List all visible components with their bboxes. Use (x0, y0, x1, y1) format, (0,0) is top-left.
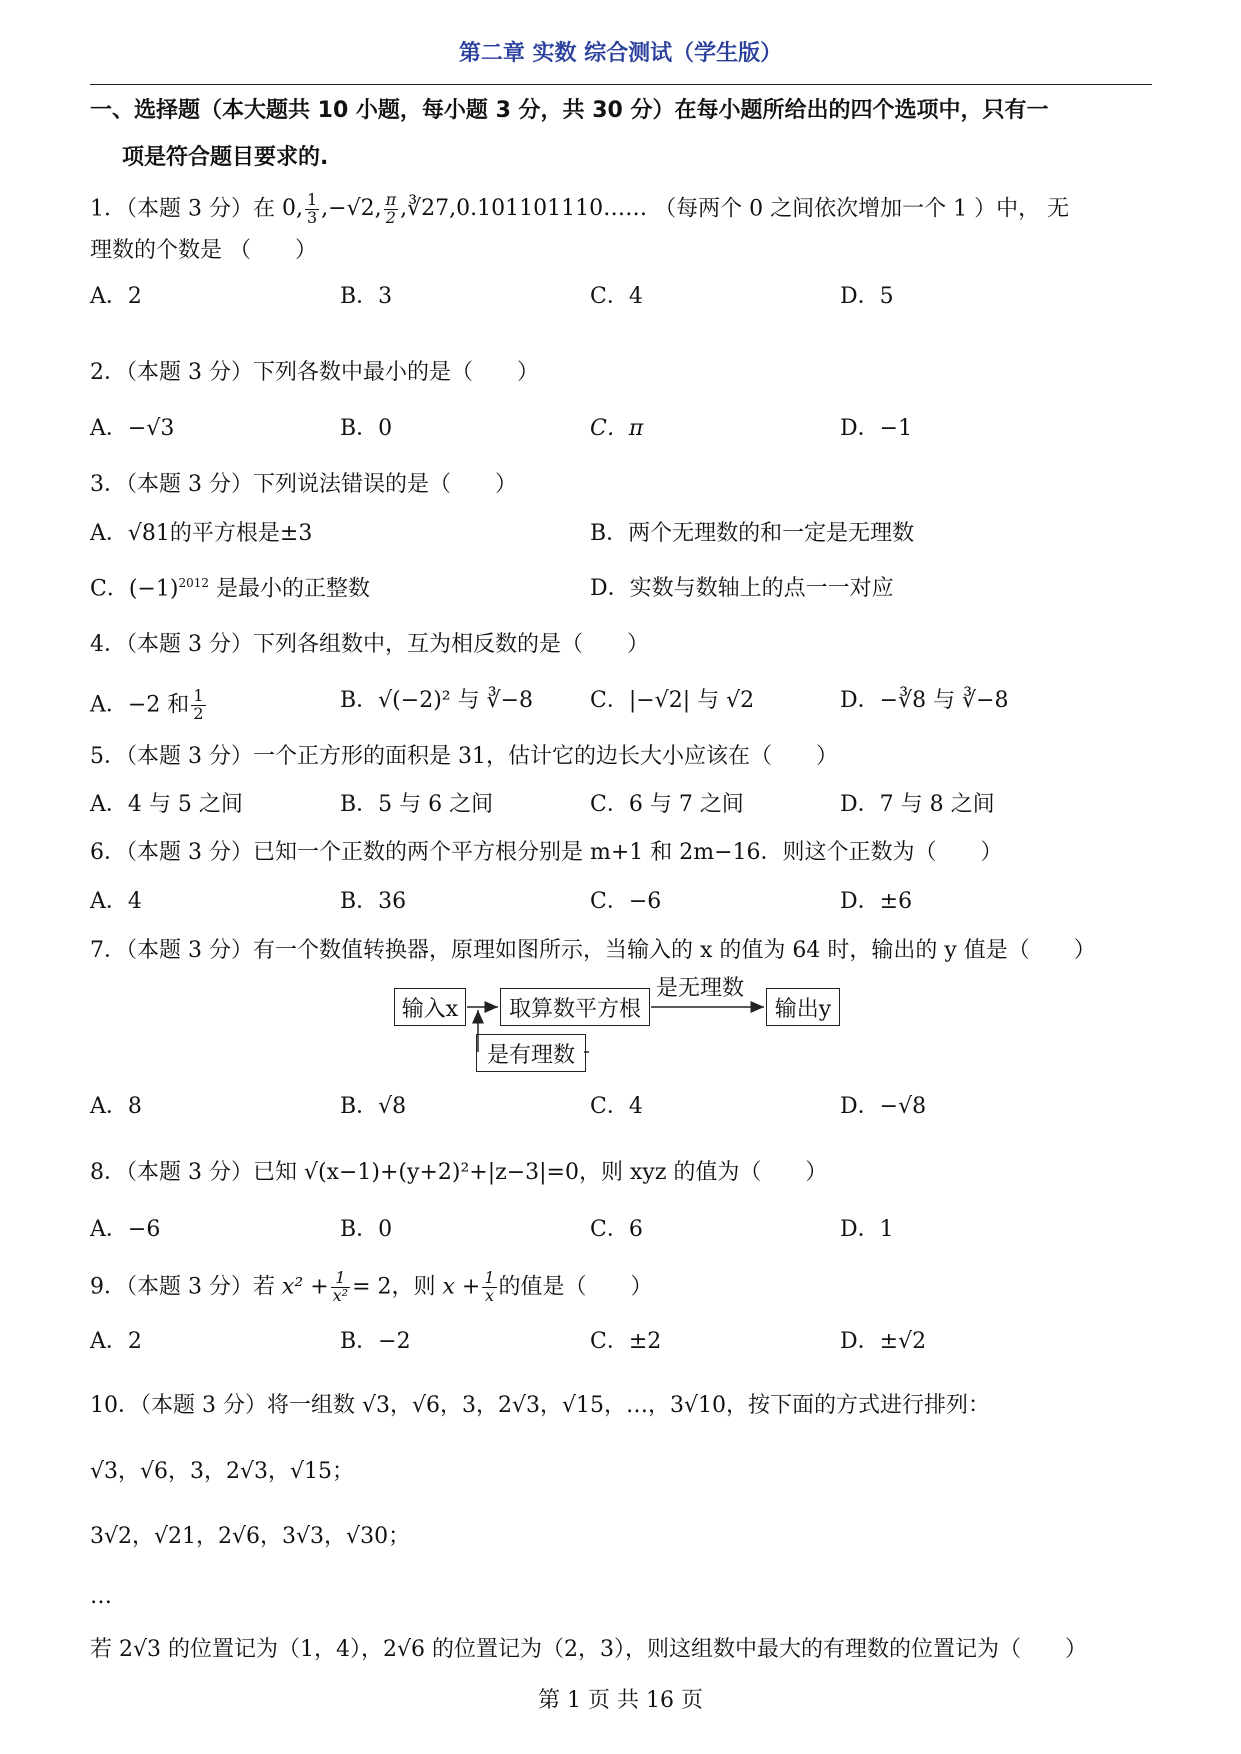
q1-num-cbrt27: ∛27 (407, 196, 450, 222)
q9-math-3: x + (442, 1274, 481, 1300)
q9-frac-2 (482, 1270, 496, 1305)
q9-option-a[interactable]: A．2 (90, 1329, 142, 1354)
q6-option-b[interactable]: B．36 (340, 889, 407, 914)
q3-a-math: √81 (127, 521, 170, 546)
question-3-stem: 3．（本题 3 分）下列说法错误的是（ ） (90, 472, 517, 497)
q1-num-0: 0 (281, 196, 296, 222)
q5-option-b[interactable]: B．5 与 6 之间 (340, 792, 494, 817)
q8-option-a[interactable]: A．−6 (90, 1217, 161, 1242)
q1-pi-den: 2 (385, 207, 396, 227)
flow-input-box: 输入x (394, 988, 466, 1026)
q9-option-b[interactable]: B．−2 (340, 1329, 411, 1354)
q9-math-2: = 2，则 (352, 1274, 436, 1300)
q3-c-exponent: 2012 (178, 576, 209, 590)
q9-math-1: x² + (281, 1274, 329, 1300)
page-footer: 第 1 页 共 16 页 (538, 1688, 703, 1713)
q6-option-c[interactable]: C．−6 (590, 889, 662, 914)
q9-lead: 9．（本题 3 分）若 (90, 1274, 275, 1300)
q9-frac2-den: x (484, 1285, 494, 1305)
q1-frac-num: 1 (306, 190, 318, 209)
page-title: 第二章 实数 综合测试（学生版） (458, 41, 783, 66)
q2-option-c[interactable]: C．π (590, 416, 644, 441)
q7-option-d[interactable]: D．−√8 (840, 1094, 927, 1119)
q4-option-c[interactable]: C．|−√2| 与 √2 (590, 688, 755, 713)
question-4-stem: 4．（本题 3 分）下列各组数中，互为相反数的是（ ） (90, 632, 649, 657)
q9-frac1-den: x² (332, 1285, 349, 1305)
q4-a-den: 2 (193, 703, 204, 723)
section-heading-line1: 一、选择题（本大题共 10 小题，每小题 3 分，共 30 分）在每小题所给出的四个选项中，只有一 (90, 98, 1049, 123)
q6-option-d[interactable]: D．±6 (840, 889, 913, 914)
question-8-stem: 8．（本题 3 分）已知 √(x−1)+(y+2)²+|z−3|=0，则 xyz 的值为（ ） (90, 1160, 828, 1185)
q9-frac-1 (331, 1270, 350, 1305)
q1-option-a[interactable]: A．2 (90, 284, 142, 309)
q1-suffix: （每两个 0 之间依次增加一个 1 ）中， 无 (654, 196, 1070, 222)
q9-frac1-num: 1 (331, 1270, 350, 1288)
question-1-stem-line2: 理数的个数是 （ ） (90, 238, 317, 263)
q9-option-d[interactable]: D．±√2 (840, 1329, 927, 1354)
q2-option-a[interactable]: A．−√3 (90, 416, 175, 441)
q1-num-decimal: 0.101101110…… (456, 196, 648, 222)
q7-option-b[interactable]: B．√8 (340, 1094, 407, 1119)
q9-tail: 的值是（ ） (498, 1274, 653, 1300)
q10-row-1: √3，√6，3，2√3，√15； (90, 1459, 355, 1484)
q3-a-text: 的平方根是±3 (169, 521, 313, 546)
q5-option-a[interactable]: A．4 与 5 之间 (90, 792, 243, 817)
q10-tail: 若 2√3 的位置记为（1，4），2√6 的位置记为（2，3），则这组数中最大的有理数的位置记为（ ） (90, 1637, 1087, 1662)
q7-option-a[interactable]: A．8 (90, 1094, 142, 1119)
q2-option-b[interactable]: B．0 (340, 416, 393, 441)
q1-math: 0, $\frac{1}{3}$ ,−√2, $\frac{\pi}{2}$ ,∛27,0.101101110…… (281, 190, 648, 227)
q8-option-b[interactable]: B．0 (340, 1217, 393, 1242)
q3-c-math: (−1) (128, 576, 179, 602)
flow-rational-box: 是有理数 (476, 1034, 586, 1072)
q10-row-ellipsis: … (90, 1584, 112, 1609)
q3-option-d[interactable]: D．实数与数轴上的点一一对应 (590, 576, 894, 601)
q3-option-b[interactable]: B．两个无理数的和一定是无理数 (590, 521, 915, 546)
q8-option-d[interactable]: D．1 (840, 1217, 894, 1242)
question-9-stem (90, 1270, 653, 1305)
q4-option-d[interactable]: D．−∛8 与 ∛−8 (840, 688, 1009, 713)
q1-option-d[interactable]: D．5 (840, 284, 894, 309)
q4-a-num: 1 (193, 686, 204, 705)
q5-option-c[interactable]: C．6 与 7 之间 (590, 792, 744, 817)
q5-option-d[interactable]: D．7 与 8 之间 (840, 792, 995, 817)
section-heading-line2: 项是符合题目要求的. (122, 145, 329, 170)
q1-frac-den: 3 (306, 207, 318, 227)
q4-a-text: A．−2 和 (90, 692, 190, 718)
question-7-stem: 7．（本题 3 分）有一个数值转换器，原理如图所示，当输入的 x 的值为 64 时，输出的 y 值是（ ） (90, 938, 1096, 963)
q9-frac2-num: 1 (484, 1268, 495, 1287)
q1-num-neg-sqrt2: −√2 (328, 196, 375, 222)
q3-c-lead: C． (90, 576, 129, 602)
q9-option-c[interactable]: C．±2 (590, 1329, 662, 1354)
flow-output-box: 输出y (766, 988, 840, 1026)
q4-option-b[interactable]: B．√(−2)² 与 ∛−8 (340, 688, 534, 713)
question-2-stem: 2．（本题 3 分）下列各数中最小的是（ ） (90, 360, 539, 385)
q1-option-c[interactable]: C．4 (590, 284, 643, 309)
q1-pi-num: π (385, 190, 397, 209)
question-5-stem: 5．（本题 3 分）一个正方形的面积是 31，估计它的边长大小应该在（ ） (90, 744, 838, 769)
flow-process-box: 取算数平方根 (500, 988, 650, 1026)
q3-a-lead: A． (90, 521, 128, 546)
q1-prefix: 1．（本题 3 分）在 (90, 196, 275, 222)
q10-row-2: 3√2，√21，2√6，3√3，√30； (90, 1524, 411, 1549)
q7-option-c[interactable]: C．4 (590, 1094, 643, 1119)
q1-option-b[interactable]: B．3 (340, 284, 393, 309)
question-10-stem: 10．（本题 3 分）将一组数 √3，√6，3，2√3，√15，…，3√10，按下面的方式进行排列： (90, 1393, 991, 1418)
q2-option-d[interactable]: D．−1 (840, 416, 913, 441)
question-6-stem: 6．（本题 3 分）已知一个正数的两个平方根分别是 m+1 和 2m−16．则这个正数为（ ） (90, 840, 1003, 865)
q6-option-a[interactable]: A．4 (90, 889, 142, 914)
flow-irrational-label: 是无理数 (656, 976, 745, 1001)
q8-option-c[interactable]: C．6 (590, 1217, 643, 1242)
q3-c-text: 是最小的正整数 (216, 576, 371, 602)
